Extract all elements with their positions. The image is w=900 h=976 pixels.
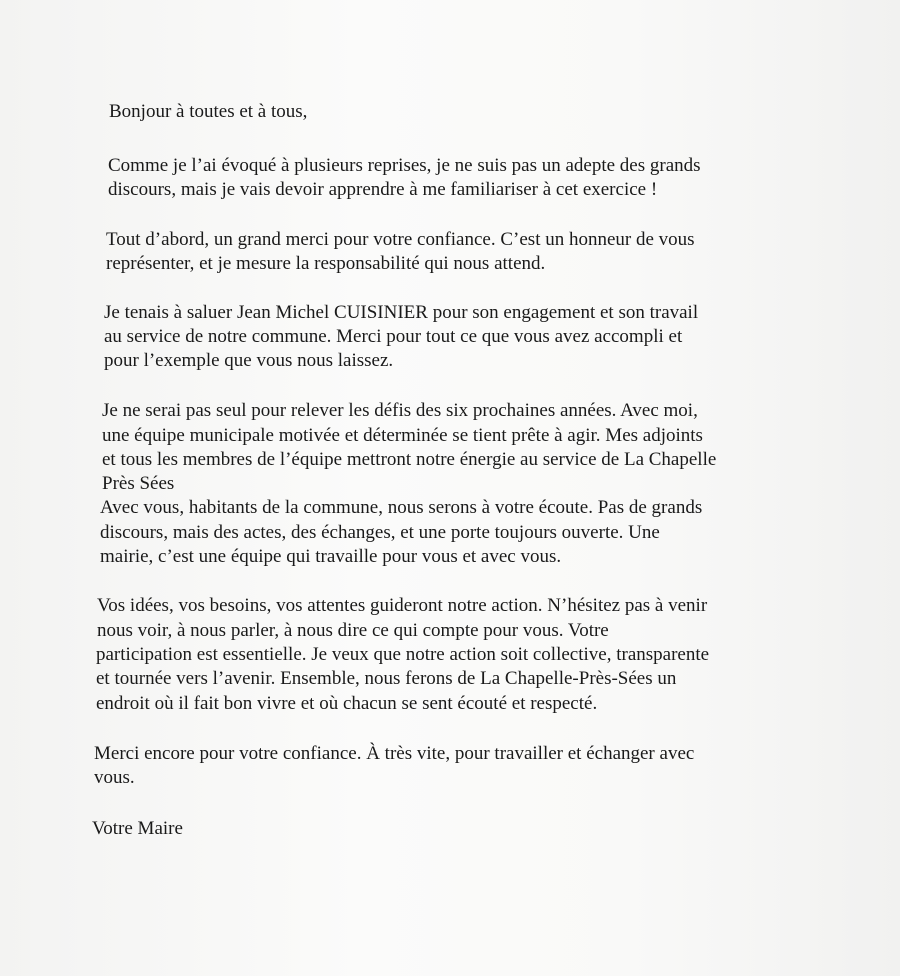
signature: Votre Maire [92, 818, 183, 839]
paragraph-3-line-2: au service de notre commune. Merci pour tout ce que vous avez accompli et [104, 326, 683, 347]
paragraph-6-line-1: Merci encore pour votre confiance. À très vite, pour travailler et échanger avec [94, 743, 695, 764]
paragraph-3-line-3: pour l’exemple que vous nous laissez. [104, 350, 394, 371]
paragraph-5-line-4: et tournée vers l’avenir. Ensemble, nous ferons de La Chapelle-Près-Sées un [96, 668, 677, 689]
paragraph-5-line-3: participation est essentielle. Je veux que notre action soit collective, transparente [96, 644, 710, 665]
paragraph-5-line-5: endroit où il fait bon vivre et où chacun se sent écouté et respecté. [96, 693, 598, 714]
paragraph-6-line-2: vous. [94, 767, 135, 788]
greeting: Bonjour à toutes et à tous, [109, 101, 308, 122]
paragraph-1-line-2: discours, mais je vais devoir apprendre à me familiariser à cet exercice ! [108, 179, 658, 200]
paragraph-4-line-6: discours, mais des actes, des échanges, et une porte toujours ouverte. Une [100, 522, 660, 543]
paragraph-5-line-1: Vos idées, vos besoins, vos attentes guideront notre action. N’hésitez pas à venir [97, 595, 708, 616]
paragraph-2-line-1: Tout d’abord, un grand merci pour votre confiance. C’est un honneur de vous [106, 229, 695, 250]
paragraph-4-line-1: Je ne serai pas seul pour relever les défis des six prochaines années. Avec moi, [102, 400, 698, 421]
paragraph-4-line-3: et tous les membres de l’équipe mettront notre énergie au service de La Chapelle [102, 449, 717, 470]
paragraph-1-line-1: Comme je l’ai évoqué à plusieurs reprises, je ne suis pas un adepte des grands [108, 155, 701, 176]
paragraph-5-line-2: nous voir, à nous parler, à nous dire ce qui compte pour vous. Votre [97, 620, 609, 641]
paragraph-4-line-7: mairie, c’est une équipe qui travaille pour vous et avec vous. [100, 546, 562, 567]
paragraph-4-line-2: une équipe municipale motivée et déterminée se tient prête à agir. Mes adjoints [102, 425, 703, 446]
paragraph-4-line-4: Près Sées [102, 473, 175, 494]
paragraph-2-line-2: représenter, et je mesure la responsabilité qui nous attend. [106, 253, 546, 274]
paragraph-3-line-1: Je tenais à saluer Jean Michel CUISINIER pour son engagement et son travail [104, 302, 699, 323]
paragraph-4-line-5: Avec vous, habitants de la commune, nous serons à votre écoute. Pas de grands [100, 497, 703, 518]
